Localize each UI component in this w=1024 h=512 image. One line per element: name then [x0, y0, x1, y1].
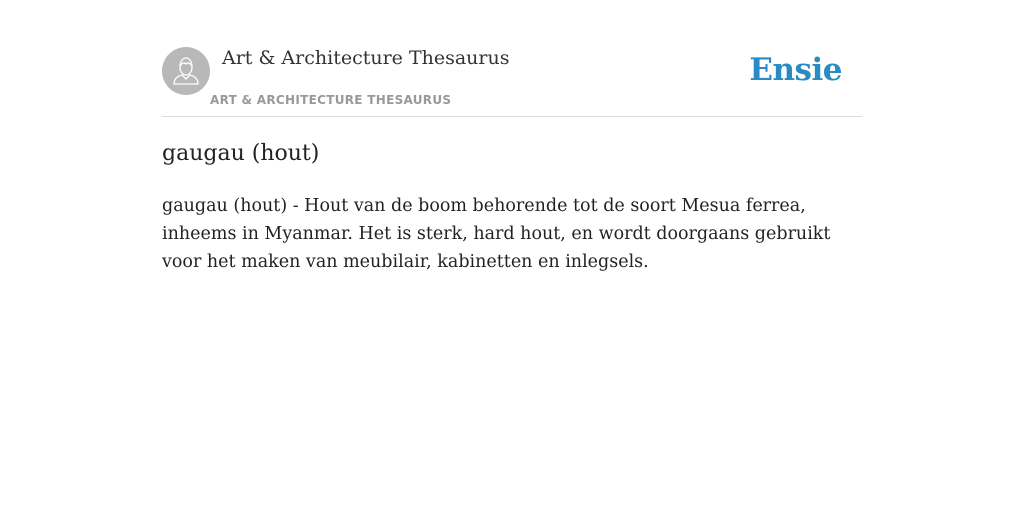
avatar[interactable]: [162, 47, 210, 95]
entry-title: gaugau (hout): [162, 141, 320, 166]
source-label[interactable]: ART & ARCHITECTURE THESAURUS: [210, 93, 452, 107]
author-name[interactable]: Art & Architecture Thesaurus: [222, 47, 510, 69]
entry-definition: gaugau (hout) - Hout van de boom behorende tot de soort Mesua ferrea, inheems in Myanmar. Het is sterk, hard hout, en wordt doorgaans gebruikt voor het maken van meubilair, kabinetten en inlegsels.: [162, 196, 831, 272]
brand-logo[interactable]: Ensie: [749, 52, 842, 88]
user-icon: [162, 47, 210, 95]
entry-header: [162, 0, 862, 117]
